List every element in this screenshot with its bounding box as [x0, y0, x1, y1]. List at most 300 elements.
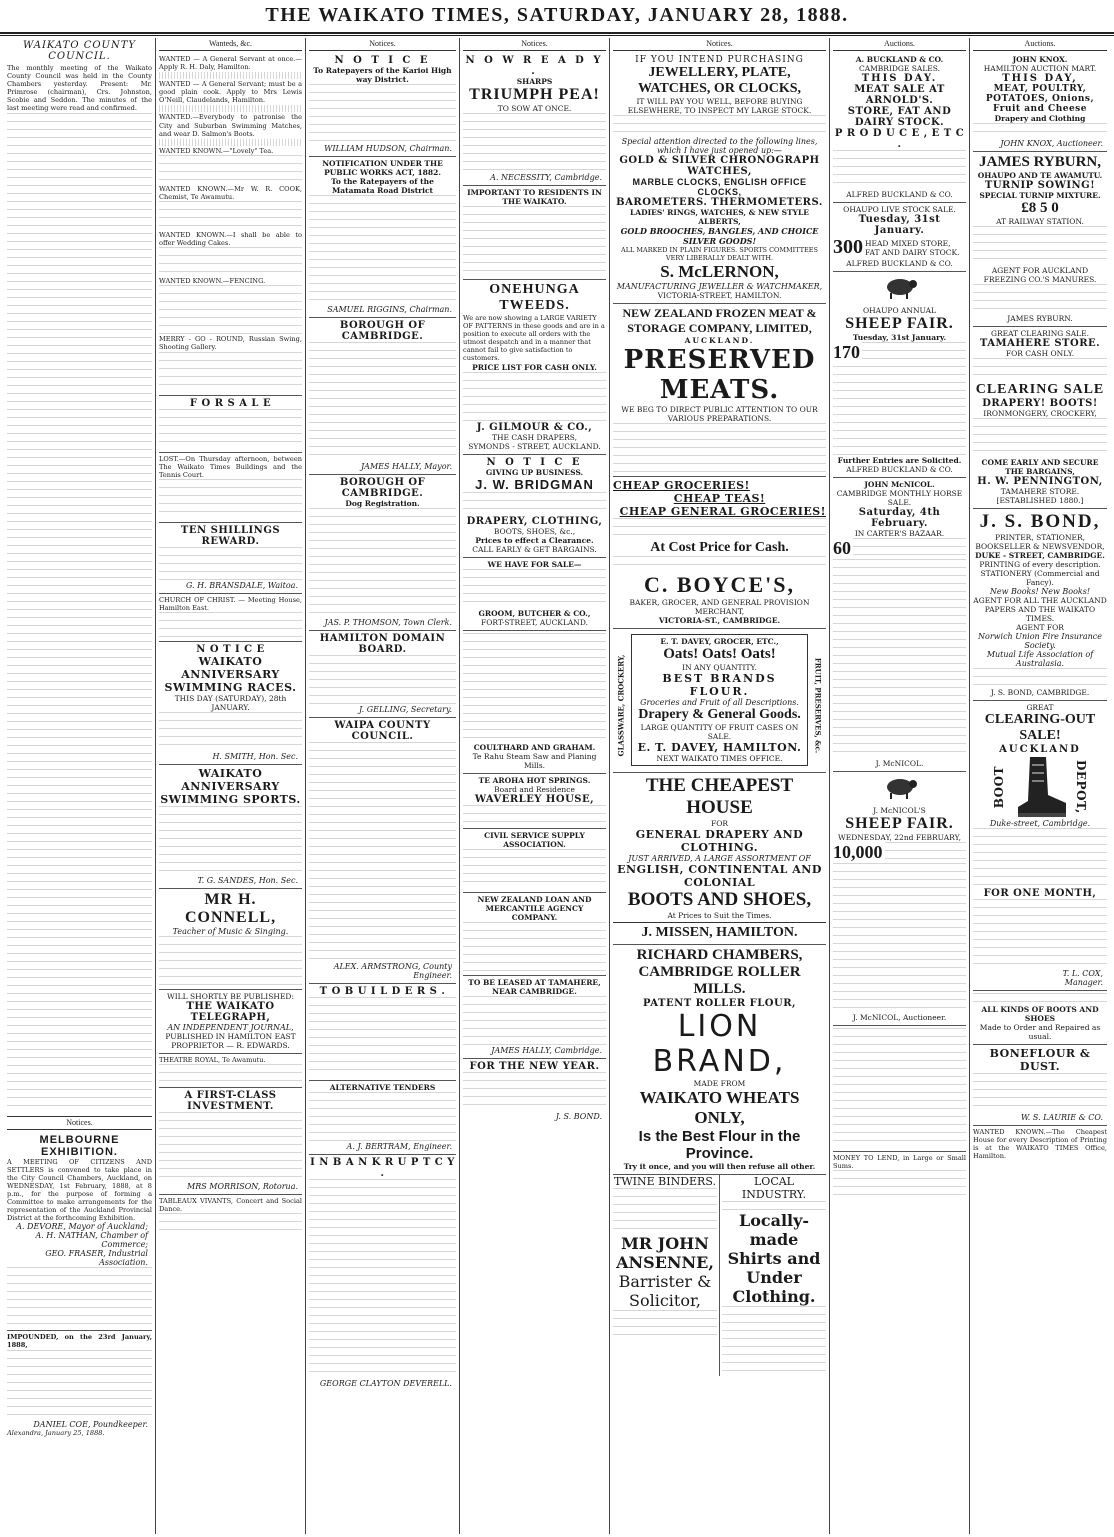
matamata-subtitle: To the Ratepayers of the Matamata Road District [331, 177, 434, 195]
wanted-divider [159, 105, 302, 112]
ansenne-text [613, 1310, 717, 1340]
for-sale-title: F O R S A L E [189, 397, 272, 409]
barometers-line: BAROMETERS. THERMOMETERS. [616, 197, 823, 208]
column-5 [610, 38, 830, 1534]
mcnicol-agency-text [833, 1028, 966, 1148]
tableaux-text: TABLEAUX VIVANTS, Concert and Social Dance. [159, 1197, 302, 1214]
general-drapery: GENERAL DRAPERY AND CLOTHING. [635, 828, 804, 854]
impounded-footer: Alexandra, January 25, 1888. [7, 1428, 105, 1437]
bottom-ads-row [613, 1175, 826, 1376]
mutual-life: Mutual Life Association of Australasia. [986, 650, 1094, 668]
waipa-text [309, 742, 456, 962]
reward-ad [159, 523, 302, 594]
boot-depot-ad [973, 701, 1107, 991]
merry-go-round: MERRY - GO - ROUND, Russian Swing, Shooting Gallery. [159, 335, 302, 352]
triumph-pea-text [463, 113, 606, 173]
matamata-text [309, 195, 456, 305]
bridgman-text [463, 492, 606, 516]
cheap-groceries: CHEAP GROCERIES! [613, 479, 750, 492]
local-industry-ad [720, 1175, 826, 1376]
drapery-boots: DRAPERY! BOOTS! [982, 398, 1098, 409]
column-3 [306, 38, 460, 1534]
masthead-rule [0, 35, 1114, 36]
domain-board-notice [309, 631, 456, 718]
sheep-fair-title: SHEEP FAIR. [845, 315, 954, 332]
printing-wanted-ad [973, 1126, 1107, 1163]
drapery-clothing: Drapery and Clothing [994, 114, 1086, 123]
just-arrived: JUST ARRIVED, A LARGE ASSORTMENT OF [628, 854, 811, 863]
swimming-sports-ad [159, 765, 302, 889]
new-year-signature: J. S. BOND. [555, 1111, 602, 1121]
frozen-meat-city: AUCKLAND. [684, 336, 755, 345]
mcnicols-label: J. McNICOL'S [873, 806, 926, 815]
ryburn-location: OHAUPO AND TE AWAMUTU. [977, 171, 1103, 180]
side-right-label: FRUIT, PRESERVES, &c. [813, 657, 823, 754]
twine-binders-ad [613, 1175, 720, 1376]
mcnicol-sheep-fair-ad [833, 772, 966, 1026]
nz-loan-text [463, 922, 606, 972]
ohaupo-title: OHAUPO LIVE STOCK SALE. [843, 205, 956, 214]
onehunga-text: We are now showing a LARGE VARIETY OF PATTERNS in these goods and are in a position to execute all orders with the utmost despatch and in a manner that cannot fail to give satisfaction to customers. [463, 314, 605, 363]
telegraph-location: PUBLISHED IN HAMILTON EAST [165, 1031, 296, 1041]
repairs-ad [973, 991, 1107, 1045]
flour-line: BEST BRANDS FLOUR. [662, 672, 777, 698]
gold-watches-line: GOLD & SILVER CHRONOGRAPH WATCHES, [619, 155, 820, 177]
store-stock: STORE, FAT AND DAIRY STOCK. [847, 106, 952, 128]
column-3-header: Notices. [309, 38, 456, 51]
side-left-label: GLASSWARE, CROCKERY, [616, 654, 626, 757]
head-count-row [833, 236, 966, 259]
cost-price: At Cost Price for Cash. [650, 540, 789, 555]
turnip-mixture: SPECIAL TURNIP MIXTURE. [979, 191, 1101, 200]
theatre-ad [159, 1054, 302, 1088]
borough-title: BOROUGH OF CAMBRIDGE. [339, 320, 426, 342]
bridgman-call: CALL EARLY & GET BARGAINS. [472, 544, 597, 554]
horses-text [853, 538, 966, 558]
turnip-sowing: TURNIP SOWING! [984, 180, 1096, 191]
exhibition-text: A MEETING OF CITIZENS AND SETTLERS is convened to take place in the City Council Chambers, Auckland, on WEDNESDAY, 1st February, 1888, at 8 p.m., for the purpose of forming a Committee to make arrangements for the representation of the Auckland Provincial District at the forthcoming Exhibition. [7, 1157, 152, 1223]
bankruptcy-title: I N B A N K R U P T C Y . [310, 1157, 455, 1179]
tamahere-text [973, 358, 1107, 382]
best-flour: Is the Best Flour in the Province. [638, 1128, 801, 1162]
swimming-races-text [159, 712, 302, 752]
telegraph-subtitle: AN INDEPENDENT JOURNAL, [167, 1022, 294, 1032]
bond-signature: J. S. BOND, CAMBRIDGE. [990, 688, 1090, 697]
next-office-line: NEXT WAIKATO TIMES OFFICE. [656, 754, 783, 763]
teacher-subtitle: Teacher of Music & Singing. [172, 926, 289, 936]
wanted-divider [159, 72, 302, 79]
church-details [159, 612, 302, 638]
wanted-6: WANTED KNOWN.—I shall be able to offer Wedding Cakes. [159, 231, 302, 248]
sheep-fair-date: Tuesday, 31st January. [852, 333, 947, 342]
builders-notice [309, 984, 456, 1081]
boneflour-ad [973, 1045, 1107, 1126]
onehunga-tweeds-ad [463, 280, 606, 455]
cox-title: Manager. [1064, 978, 1103, 987]
tenders-signature: A. J. BERTRAM, Engineer. [346, 1142, 452, 1151]
this-day: THIS DAY. [861, 73, 938, 84]
matamata-notice [309, 157, 456, 318]
council-lead: The monthly meeting of the Waikato County Council was held in the County Chambers yesterday. Present: Mr. Primrose (chairman), Crs. Johnston, Scobie and Seddon. The minutes of the last meeting were read and confirmed. [7, 64, 152, 113]
waipa-signature: ALEX. ARMSTRONG, County Engineer. [333, 962, 452, 980]
cases-line: LARGE QUANTITY OF FRUIT CASES ON SALE. [640, 723, 799, 741]
teacher-text [159, 936, 302, 986]
made-to-order: Made to Order and Repaired as usual. [979, 1023, 1101, 1041]
lion-brand-title: LION BRAND, [652, 1009, 787, 1079]
ironmongery: IRONMONGERY, CROCKERY, [983, 409, 1097, 418]
bankruptcy-notice [309, 1155, 456, 1391]
bridgman-boots: BOOTS, SHOES, &c., [493, 526, 576, 536]
great-label: GREAT [1026, 703, 1054, 712]
boneflour-text [973, 1073, 1107, 1113]
purchasing-line: IF YOU INTEND PURCHASING [635, 55, 804, 65]
english-line: ENGLISH, CONTINENTAL AND COLONIAL [617, 863, 822, 889]
column-4-header: Notices. [463, 38, 606, 51]
horses-count: 60 [833, 538, 851, 558]
wanted-ads [159, 53, 302, 396]
ten-thousand-count: 10,000 [833, 842, 883, 862]
wanted-2: WANTED — A General Servant; must be a good plain cook. Apply to Mrs Lewis O'Neill, Claudelands, Hamilton. [159, 80, 302, 105]
groom-text [463, 569, 606, 609]
norwich-insurance: Norwich Union Fire Insurance Society. [978, 632, 1102, 650]
ryburn-text [973, 226, 1107, 266]
duke-street: Duke-street, Cambridge. [989, 819, 1091, 828]
wanted-text [159, 247, 302, 277]
bond-trade: PRINTER, STATIONER, BOOKSELLER & NEWSVENDOR, [975, 533, 1105, 551]
mcnicol-name: JOHN McNICOL. [864, 480, 935, 489]
lease-text [463, 996, 606, 1046]
domain-text [309, 655, 456, 705]
borough-2-title: BOROUGH OF CAMBRIDGE. [339, 477, 426, 499]
mclernon-address: VICTORIA-STREET, HAMILTON. [657, 291, 782, 300]
exhibition-notice [7, 1132, 152, 1332]
we-have-label: WE HAVE FOR SALE— [487, 559, 582, 569]
horses-list [833, 559, 966, 759]
monthly-horse-sale: CAMBRIDGE MONTHLY HORSE SALE. [836, 489, 963, 507]
repairs-text [973, 993, 1107, 1005]
tenders-text [309, 1092, 456, 1142]
pennington-address: TAMAHERE STORE. [1000, 487, 1080, 496]
lost-text: LOST.—On Thursday afternoon, between The Waikato Times Buildings and the Tennis Court. [159, 454, 302, 479]
ewes-row [833, 342, 966, 366]
sheep-fair-2-title: SHEEP FAIR. [845, 815, 954, 832]
church-text: CHURCH OF CHRIST. — Meeting House, Hamilton East. [159, 595, 302, 612]
swimming-races-title: WAIKATO ANNIVERSARY SWIMMING RACES. [164, 654, 297, 694]
published-label: WILL SHORTLY BE PUBLISHED: [167, 991, 294, 1001]
investment-title: A FIRST-CLASS INVESTMENT. [184, 1090, 277, 1113]
signature-industrial: GEO. FRASER, Industrial Association. [45, 1249, 148, 1268]
public-works-title: NOTIFICATION UNDER THE PUBLIC WORKS ACT, 1882. [322, 159, 443, 177]
gilmour-subtitle: THE CASH DRAPERS, [491, 432, 578, 442]
builders-text [309, 997, 456, 1077]
printing-line: PRINTING of every description. [979, 560, 1101, 569]
missen-name: J. MISSEN, HAMILTON. [613, 922, 826, 941]
builders-title: T O B U I L D E R S . [319, 986, 446, 997]
council-report-text [7, 113, 152, 1113]
new-year-ad [463, 1059, 606, 1124]
mclernon-ad [613, 53, 826, 304]
investment-signature: MRS MORRISON, Rotorua. [187, 1182, 298, 1192]
masthead [0, 0, 1114, 34]
boot-label: BOOT [992, 765, 1006, 809]
cheap-teas: CHEAP TEAS! [673, 492, 766, 505]
davey-ad [613, 629, 826, 773]
impounded-title: IMPOUNDED, on the 23rd January, 1888, [7, 1333, 152, 1350]
wanted-1: WANTED — A General Servant at once.—Apply R. H. Daly, Hamilton. [159, 55, 302, 72]
bankruptcy-text [309, 1179, 456, 1379]
church-ad [159, 594, 302, 642]
wanted-text [159, 155, 302, 185]
turnip-price: £8 5 0 [1021, 200, 1059, 216]
roller-mills: CAMBRIDGE ROLLER MILLS. [638, 964, 801, 997]
buckland-signature: ALFRED BUCKLAND & CO. [846, 190, 953, 199]
bridgman-drapery: DRAPERY, CLOTHING, [466, 515, 603, 527]
theatre-details [159, 1064, 302, 1084]
notice-title: N O T I C E [196, 643, 265, 655]
davey-header: E. T. DAVEY, GROCER, ETC., [660, 637, 779, 646]
made-from: MADE FROM [693, 1079, 746, 1088]
exhibition-fine-print [7, 1267, 152, 1327]
head-count: 300 [833, 236, 863, 258]
wanted-text [159, 285, 302, 335]
boot-depot-row [973, 755, 1107, 819]
triumph-pea-ad [463, 53, 606, 186]
sheep-fair-signature: ALFRED BUCKLAND & CO. [846, 465, 953, 474]
civil-service-title: CIVIL SERVICE SUPPLY ASSOCIATION. [484, 830, 585, 849]
impounded-text [7, 1350, 152, 1420]
for-sale-text [159, 409, 302, 449]
boots-shoes-kinds: ALL KINDS OF BOOTS AND SHOES [981, 1005, 1099, 1023]
newspaper-title: THE WAIKATO TIMES, SATURDAY, JANUARY 28, 1888. [265, 4, 849, 26]
frozen-meat-company: NEW ZEALAND FROZEN MEAT & STORAGE COMPANY, LIMITED, [622, 306, 817, 335]
boots-shoes-line: BOOTS AND SHOES, [627, 889, 812, 910]
rings-line: LADIES' RINGS, WATCHES, & NEW STYLE ALBERTS, [630, 208, 809, 226]
coulthard-subtitle: Te Rahu Steam Saw and Planing Mills. [472, 751, 597, 770]
ryburn-agent: AGENT FOR AUCKLAND FREEZING CO.'S MANURES. [983, 266, 1097, 284]
cambridge-borough-notice [309, 318, 456, 475]
local-industry-title: LOCAL INDUSTRY. [741, 1175, 807, 1201]
patent-flour: PATENT ROLLER FLOUR, [643, 998, 796, 1009]
depot-label: DEPOT, [1074, 760, 1088, 814]
tamahere-details [973, 418, 1107, 458]
money-lend-ad [833, 1152, 966, 1203]
tableaux-details [159, 1213, 302, 1233]
columns [4, 38, 1110, 1534]
jewellery-text [613, 115, 826, 137]
karioi-signature: WILLIAM HUDSON, Chairman. [324, 144, 452, 153]
poundkeeper-signature: DANIEL COE, Poundkeeper. [33, 1419, 148, 1429]
sheep-fair-2-date: WEDNESDAY, 22nd FEBRUARY, [838, 833, 961, 842]
column-5-header: Notices. [613, 38, 826, 51]
agent-papers: AGENT FOR ALL THE AUCKLAND PAPERS AND THE WAIKATO TIMES. [973, 596, 1107, 623]
sheep-icon [880, 776, 920, 800]
new-books-line: New Books! New Books! [989, 587, 1091, 596]
column-6 [830, 38, 970, 1534]
civil-service-ad [463, 829, 606, 893]
council-heading: WAIKATO COUNTY COUNCIL. [22, 40, 137, 62]
ryburn-signature: JAMES RYBURN. [1007, 314, 1073, 323]
one-month: FOR ONE MONTH, [983, 888, 1097, 899]
tamahere-lease-ad [463, 976, 606, 1059]
ewes-text [862, 342, 966, 366]
wanted-text [159, 352, 302, 392]
swimming-sports-title: WAIKATO ANNIVERSARY SWIMMING SPORTS. [160, 766, 301, 806]
boyce-address: VICTORIA-ST., CAMBRIDGE. [658, 616, 781, 625]
horse-sale-date: Saturday, 4th February. [858, 507, 941, 529]
notices-label: Notices. [7, 1116, 152, 1130]
mart-name: HAMILTON AUCTION MART. [983, 64, 1097, 73]
davey-signature: E. T. DAVEY, HAMILTON. [637, 741, 802, 754]
column-7 [970, 38, 1110, 1534]
wanted-text [159, 201, 302, 231]
lost-ad [159, 453, 302, 523]
this-day-7: THIS DAY, [1002, 73, 1078, 84]
sharps-label: SHARPS [516, 77, 553, 86]
important-residents-ad [463, 186, 606, 280]
wanted-5: WANTED KNOWN.—Mr W. R. COOK, Chemist, Te Awamutu. [159, 184, 302, 201]
coulthard-text [463, 633, 606, 743]
column-7-header: Auctions. [973, 38, 1107, 51]
ryburn-details [973, 284, 1107, 314]
shirts-line: Locally-made Shirts and Under Clothing. [727, 1211, 821, 1306]
dog-registration-subtitle: Dog Registration. [345, 499, 420, 508]
chambers-name: RICHARD CHAMBERS, [636, 947, 803, 963]
wanted-4: WANTED KNOWN.—"Lovely" Tea. [159, 146, 274, 155]
civil-service-text [463, 849, 606, 889]
carters-bazaar: IN CARTER'S BAZAAR. [854, 529, 945, 538]
mcnicol-auctioneer: J. McNICOL, Auctioneer. [852, 1013, 947, 1022]
waipa-council-notice [309, 718, 456, 984]
column-2-header: Wanteds, &c. [159, 38, 302, 51]
onehunga-title: ONEHUNGA TWEEDS. [489, 282, 580, 313]
wanted-3: WANTED.—Everybody to patronise the City and Suburban Swimming Matches, and wear D. Salmon's Boots. [159, 113, 302, 138]
giving-up-label: GIVING UP BUSINESS. [485, 467, 584, 477]
karioi-notice-text [309, 84, 456, 144]
investment-ad [159, 1088, 302, 1195]
fruit-line: Groceries and Fruit of all Descriptions. [640, 698, 799, 707]
waverley-house: WAVERLEY HOUSE, [474, 793, 595, 805]
karioi-notice-subtitle: To Ratepayers of the Karioi High way District. [313, 66, 452, 84]
theatre-text: THEATRE ROYAL, Te Awamutu. [159, 1055, 266, 1064]
cox-name: T. L. COX, [1062, 969, 1103, 978]
meat-sale: MEAT SALE AT ARNOLD'S. [854, 84, 945, 106]
buckland-name: A. BUCKLAND & CO. [855, 55, 944, 64]
bridgman-clearance: Prices to effect a Clearance. [475, 535, 594, 545]
money-lend-details [833, 1170, 966, 1200]
lost-details [159, 479, 302, 519]
money-lend-text: MONEY TO LEND, in Large or Small Sums. [833, 1154, 966, 1171]
mclernon-trade: MANUFACTURING JEWELLER & WATCHMAKER, [616, 282, 823, 291]
buckland-cambridge-ad [833, 53, 966, 203]
boyce-name: C. BOYCE'S, [644, 572, 795, 597]
lease-signature: JAMES HALLY, Cambridge. [491, 1045, 602, 1055]
marble-clocks-line: MARBLE CLOCKS, ENGLISH OFFICE CLOCKS, [632, 177, 807, 197]
reward-text [159, 547, 302, 581]
davey-side-right [810, 639, 826, 779]
te-aroha-ad [463, 774, 606, 829]
reward-signature: G. H. BRANSDALE, Waitoa. [185, 580, 298, 590]
swimming-races-ad [159, 642, 302, 765]
matamata-signature: SAMUEL RIGGINS, Chairman. [327, 305, 452, 314]
come-early: COME EARLY AND SECURE THE BARGAINS, [981, 458, 1099, 476]
brooches-line: GOLD BROOCHES, BANGLES, AND CHOICE SILVER GOODS! [620, 226, 819, 246]
ohaupo-signature: ALFRED BUCKLAND & CO. [846, 259, 953, 268]
tamahere-store-ad [973, 327, 1107, 509]
tamahere-store-title: TAMAHERE STORE. [979, 338, 1101, 349]
cambridge-sales: CAMBRIDGE SALES. [858, 64, 941, 73]
prices-line: At Prices to Suit the Times. [667, 911, 772, 920]
local-industry-details [722, 1306, 826, 1376]
ten-thousand-row [833, 842, 966, 863]
bond-ad [973, 509, 1107, 701]
knox-name: JOHN KNOX. [1012, 55, 1068, 64]
te-aroha-text [463, 805, 606, 825]
mcnicol-agency-ad [833, 1026, 966, 1152]
knox-signature: JOHN KNOX, Auctioneer. [1000, 139, 1103, 148]
attention-line: Special attention directed to the following lines, which I have just opened up:— [621, 137, 818, 155]
preserved-meats-title: PRESERVED MEATS. [623, 345, 816, 405]
swimming-sports-signature: T. G. SANDES, Hon. Sec. [197, 875, 298, 885]
frozen-meat-ad [613, 304, 826, 477]
produce-line: P R O D U C E , E T C . [834, 128, 965, 150]
gilmour-name: J. GILMOUR & CO., [476, 421, 593, 433]
sheep-icon [880, 276, 920, 300]
horse-sale-ad [833, 478, 966, 772]
clearing-out-title: CLEARING-OUT SALE! [984, 712, 1096, 743]
triumph-pea-title: TRIUMPH PEA! [469, 86, 600, 103]
triumph-pea-subtitle: TO SOW AT ONCE. [497, 104, 572, 113]
domain-signature: J. GELLING, Secretary. [359, 705, 452, 714]
new-year-title: FOR THE NEW YEAR. [469, 1060, 600, 1072]
horses-row [833, 538, 966, 559]
exhibition-title: MELBOURNE EXHIBITION. [39, 1133, 120, 1158]
reward-title: TEN SHILLINGS REWARD. [180, 524, 281, 547]
borough-text [309, 342, 456, 462]
bankruptcy-signature: GEORGE CLAYTON DEVERELL. [319, 1379, 452, 1388]
ansenne-subtitle: Barrister & Solicitor, [618, 1272, 712, 1310]
signature-chamber: A. H. NATHAN, Chamber of Commerce; [35, 1231, 148, 1250]
boot-depot-text [973, 828, 1107, 888]
coulthard-ad [463, 631, 606, 774]
nz-loan-title: NEW ZEALAND LOAN AND MERCANTILE AGENCY COMPANY. [477, 894, 592, 922]
dog-registration-text [309, 508, 456, 618]
swimming-races-date: THIS DAY (SATURDAY), 28th JANUARY. [174, 693, 287, 712]
boyce-trade: BAKER, GROCER, AND GENERAL PROVISION MERCHANT, [629, 598, 810, 616]
knox-text [973, 123, 1107, 139]
dog-registration-signature: JAS. P. THOMSON, Town Clerk. [324, 618, 452, 627]
agent-for: AGENT FOR [1016, 623, 1064, 632]
telegraph-ad [159, 990, 302, 1054]
sheep-list [833, 366, 966, 456]
ohaupo-sheep-fair-ad [833, 272, 966, 478]
stationery-line: STATIONERY (Commercial and Fancy). [980, 569, 1100, 587]
now-ready: N O W R E A D Y . [465, 55, 604, 77]
waikato-wheats: WAIKATO WHEATS ONLY, [639, 1088, 800, 1127]
ryburn-ad [973, 152, 1107, 327]
important-text [463, 206, 606, 276]
bridgman-notice: N O T I C E [486, 456, 583, 468]
ansenne-name: MR JOHN ANSENNE, [616, 1234, 714, 1272]
coulthard-name: COULTHARD AND GRAHAM. [473, 742, 596, 752]
davey-box [631, 634, 808, 766]
cheap-general: CHEAP GENERAL GROCERIES! [619, 505, 826, 518]
ohaupo-annual: OHAUPO ANNUAL [862, 306, 937, 315]
ten-thousand-text [885, 842, 967, 862]
boot-icon [1010, 755, 1070, 819]
marked-line: ALL MARKED IN PLAIN FIGURES. SPORTS COMMITTEES VERY LIBERALLY DEALT WITH. [621, 246, 818, 262]
head-text: HEAD MIXED STORE, FAT AND DAIRY STOCK. [865, 238, 960, 257]
signature-mayor: A. DEVORE, Mayor of Auckland; [16, 1222, 148, 1232]
